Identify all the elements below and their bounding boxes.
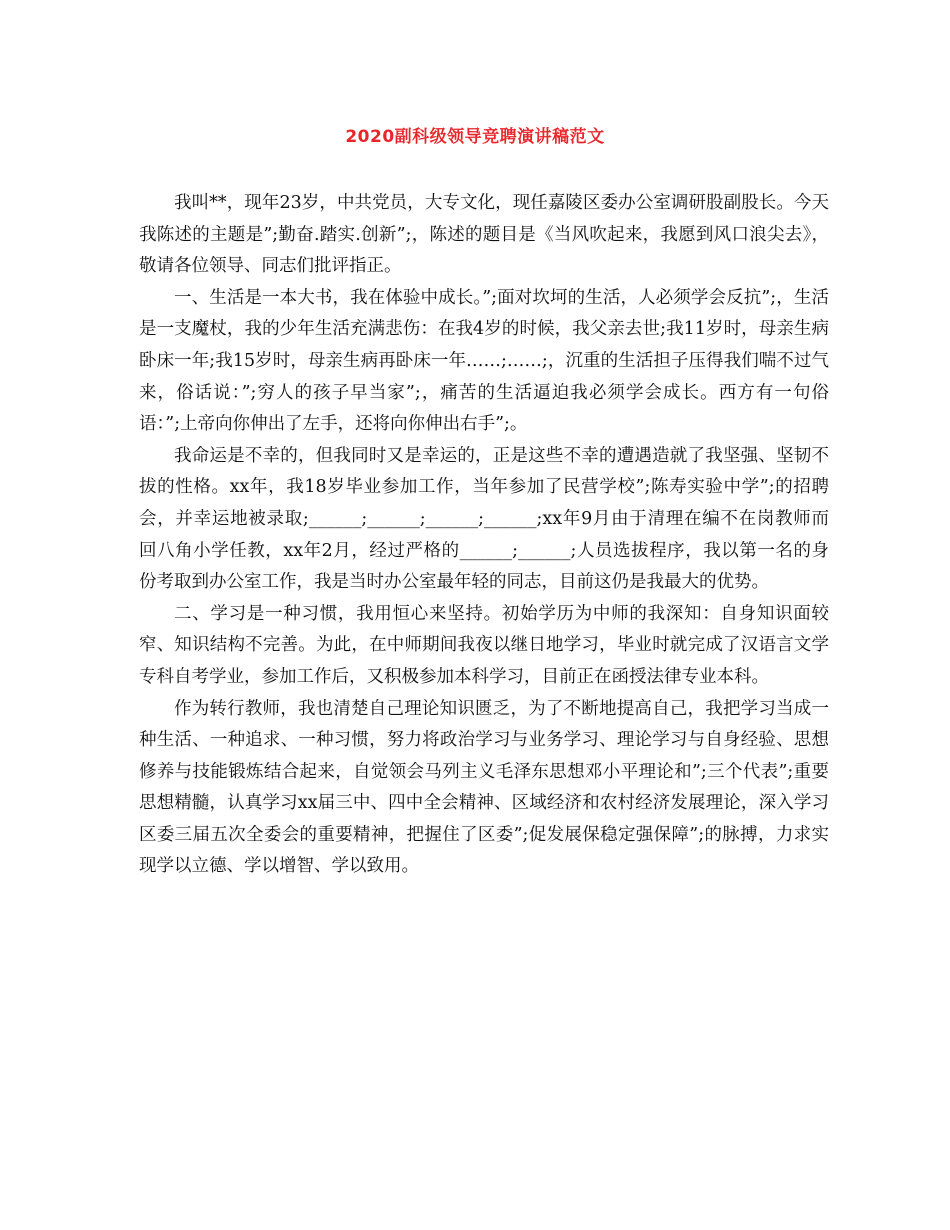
paragraph-study-habit: 二、学习是一种习惯，我用恒心来坚持。初始学历为中师的我深知：自身知识面较窄、知识结构不完善。为此，在中师期间我夜以继日地学习，毕业时就完成了汉语言文学专科自考学业，参加工作后，又积极参加本科学习，目前正在函授法律专业本科。 <box>139 603 829 687</box>
paragraph-fate: 我命运是不幸的，但我同时又是幸运的，正是这些不幸的遭遇造就了我坚强、坚韧不拔的性格。xx年，我18岁毕业参加工作，当年参加了民营学校”;陈寿实验中学”;的招聘会，并幸运地被录取;______;______;______;______;xx年9月由于清理在编不在岗教师而回八角小学任教，xx年2月，经过严格的______;______;人员选拔程序，我以第一名的身份考取到办公室工作，我是当时办公室最年轻的同志，目前这仍是我最大的优势。 <box>139 445 829 593</box>
paragraph-intro: 我叫**，现年23岁，中共党员，大专文化，现任嘉陵区委办公室调研股副股长。今天我陈述的主题是”;勤奋.踏实.创新”;，陈述的题目是《当风吹起来，我愿到风口浪尖去》，敬请各位领导、同志们批评指正。 <box>139 193 829 277</box>
paragraph-life-book: 一、生活是一本大书，我在体验中成长。”;面对坎坷的生活，人必须学会反抗”;，生活是一支魔杖，我的少年生活充满悲伤：在我4岁的时候，我父亲去世;我11岁时，母亲生病卧床一年;我15岁时，母亲生病再卧床一年……;……;，沉重的生活担子压得我们喘不过气来，俗话说：”;穷人的孩子早当家”;，痛苦的生活逼迫我必须学会成长。西方有一句俗语：”;上帝向你伸出了左手，还将向你伸出右手”;。 <box>139 287 829 435</box>
document-body <box>139 188 829 883</box>
paragraph-transfer-teacher: 作为转行教师，我也清楚自己理论知识匮乏，为了不断地提高自己，我把学习当成一种生活、一种追求、一种习惯，努力将政治学习与业务学习、理论学习与自身经验、思想修养与技能锻炼结合起来，自觉领会马列主义毛泽东思想邓小平理论和”;三个代表”;重要思想精髓，认真学习xx届三中、四中全会精神、区域经济和农村经济发展理论，深入学习区委三届五次全委会的重要精神，把握住了区委”;促发展保稳定强保障”;的脉搏，力求实现学以立德、学以增智、学以致用。 <box>139 698 829 877</box>
document-title: 2020副科级领导竞聘演讲稿范文 <box>345 127 605 147</box>
